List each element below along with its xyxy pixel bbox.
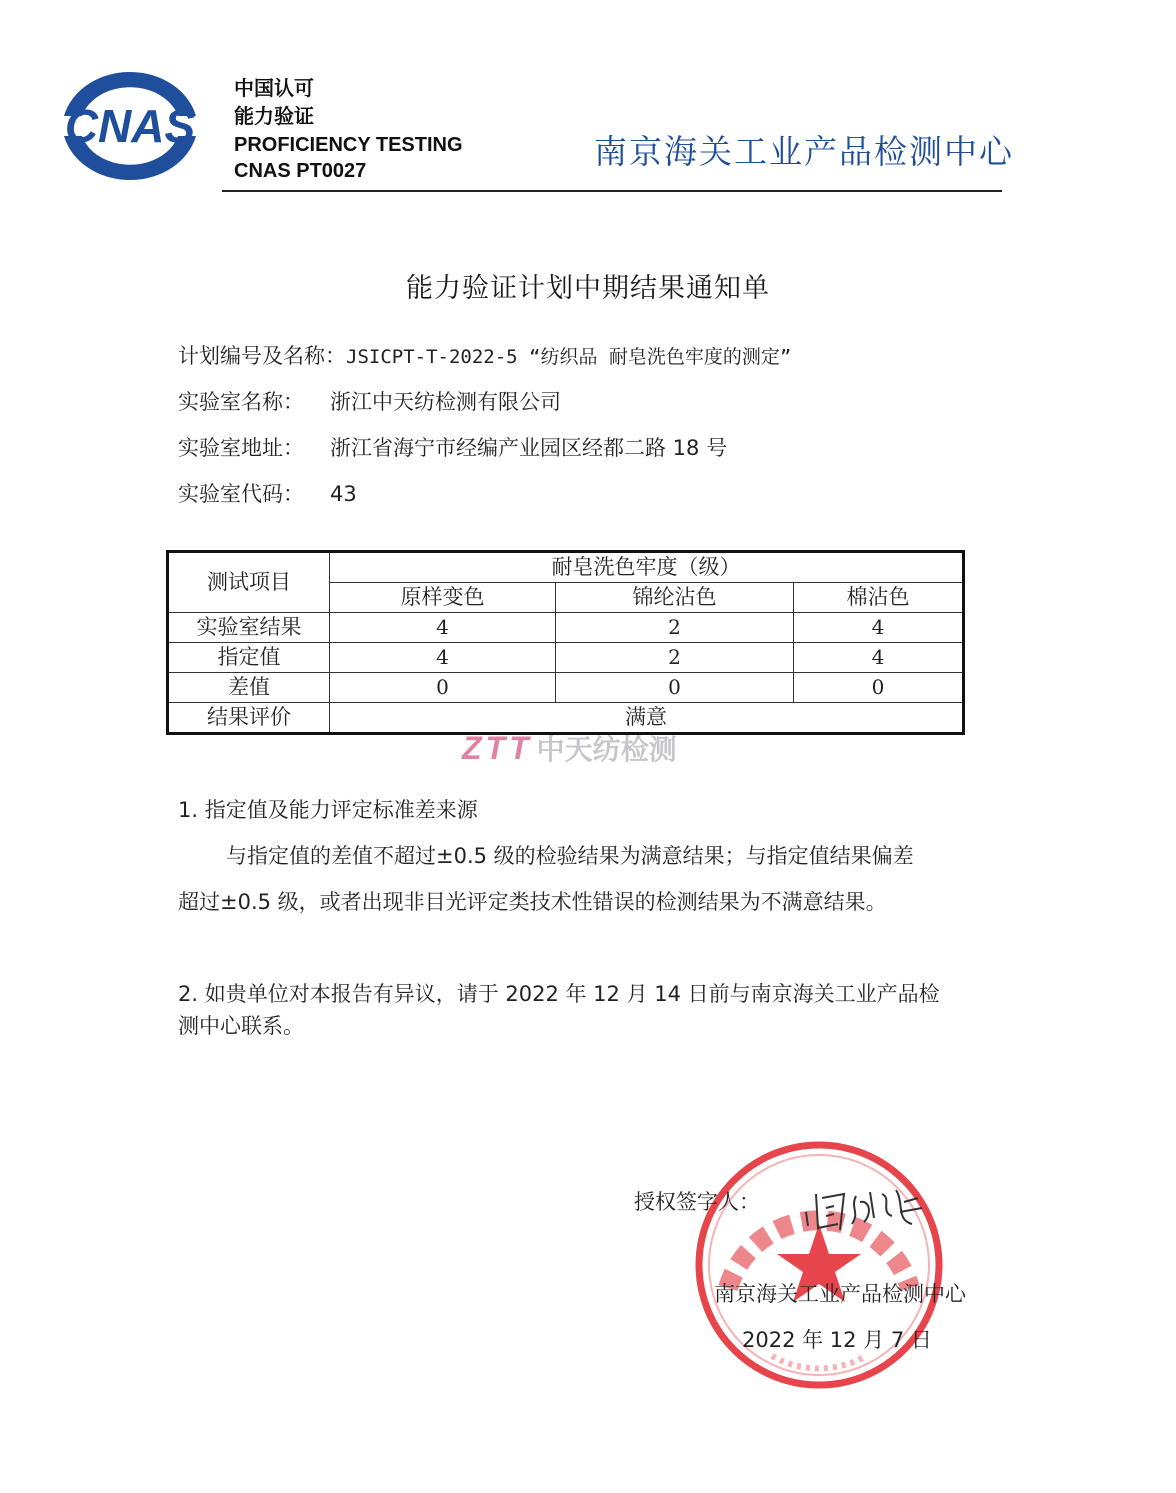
column-header: 原样变色 (330, 583, 556, 613)
evaluation-row (168, 703, 964, 734)
table-cell: 0 (794, 673, 964, 703)
table-cell: 0 (330, 673, 556, 703)
row-label: 实验室结果 (168, 613, 330, 643)
watermark-latin: ZTT (462, 730, 533, 766)
column-header: 锦纶沾色 (556, 583, 794, 613)
row-label: 差值 (168, 673, 330, 703)
evaluation-label: 结果评价 (168, 703, 330, 734)
lab-name-label: 实验室名称： (178, 390, 304, 414)
table-cell: 4 (330, 613, 556, 643)
table-cell: 4 (794, 613, 964, 643)
table-cell: 2 (556, 613, 794, 643)
lab-code-row (178, 478, 357, 508)
note2-line2: 测中心联系。 (178, 1014, 304, 1038)
table-row (168, 673, 964, 703)
lab-code-value: 43 (330, 482, 357, 506)
note1-line2: 超过±0.5 级，或者出现非目光评定类技术性错误的检测结果为不满意结果。 (178, 890, 887, 914)
table-row (168, 643, 964, 673)
table-cell: 0 (556, 673, 794, 703)
plan-value: JSICPT-T-2022-5 “纺织品 耐皂洗色牢度的测定” (346, 346, 792, 368)
note1-heading: 1. 指定值及能力评定标准差来源 (178, 798, 478, 822)
evaluation-value: 满意 (330, 703, 964, 734)
header-line-proficiency-en: PROFICIENCY TESTING (234, 134, 463, 156)
header-line-proficiency-cn: 能力验证 (234, 106, 314, 128)
column-header: 棉沾色 (794, 583, 964, 613)
lab-name-value: 浙江中天纺检测有限公司 (330, 390, 561, 414)
logo-text: CNAS (64, 100, 196, 152)
table-cell: 4 (330, 643, 556, 673)
table-cell: 2 (556, 643, 794, 673)
lab-address-row (178, 432, 727, 462)
lab-name-row (178, 386, 561, 416)
cnas-logo-icon (50, 64, 210, 188)
note1-line1: 与指定值的差值不超过±0.5 级的检验结果为满意结果；与指定值结果偏差 (226, 844, 914, 868)
signatory-label: 授权签字人： (634, 1190, 760, 1214)
table-cell: 4 (794, 643, 964, 673)
row-label: 指定值 (168, 643, 330, 673)
results-table (166, 550, 965, 735)
header-line-accreditation: 中国认可 (234, 78, 314, 100)
signatory-org: 南京海关工业产品检测中心 (714, 1282, 966, 1306)
row-header-cell: 测试项目 (168, 552, 330, 613)
org-name: 南京海关工业产品检测中心 (594, 132, 1014, 171)
plan-label: 计划编号及名称： (178, 344, 346, 368)
plan-info-row (178, 340, 791, 370)
group-header-cell: 耐皂洗色牢度（级） (330, 552, 964, 583)
document-title: 能力验证计划中期结果通知单 (406, 273, 770, 304)
note2-line1: 2. 如贵单位对本报告有异议，请于 2022 年 12 月 14 日前与南京海关工业产品检 (178, 982, 940, 1006)
table-row (168, 613, 964, 643)
lab-address-value: 浙江省海宁市经编产业园区经都二路 18 号 (330, 436, 728, 460)
sign-date: 2022 年 12 月 7 日 (742, 1328, 932, 1352)
header-divider (222, 190, 1002, 192)
watermark-chinese: 中天纺检测 (536, 734, 677, 765)
header-line-pt-code: CNAS PT0027 (234, 160, 367, 182)
lab-code-label: 实验室代码： (178, 482, 304, 506)
table-header-row (168, 552, 964, 583)
handwritten-signature-icon (800, 1172, 930, 1242)
lab-address-label: 实验室地址： (178, 436, 304, 460)
